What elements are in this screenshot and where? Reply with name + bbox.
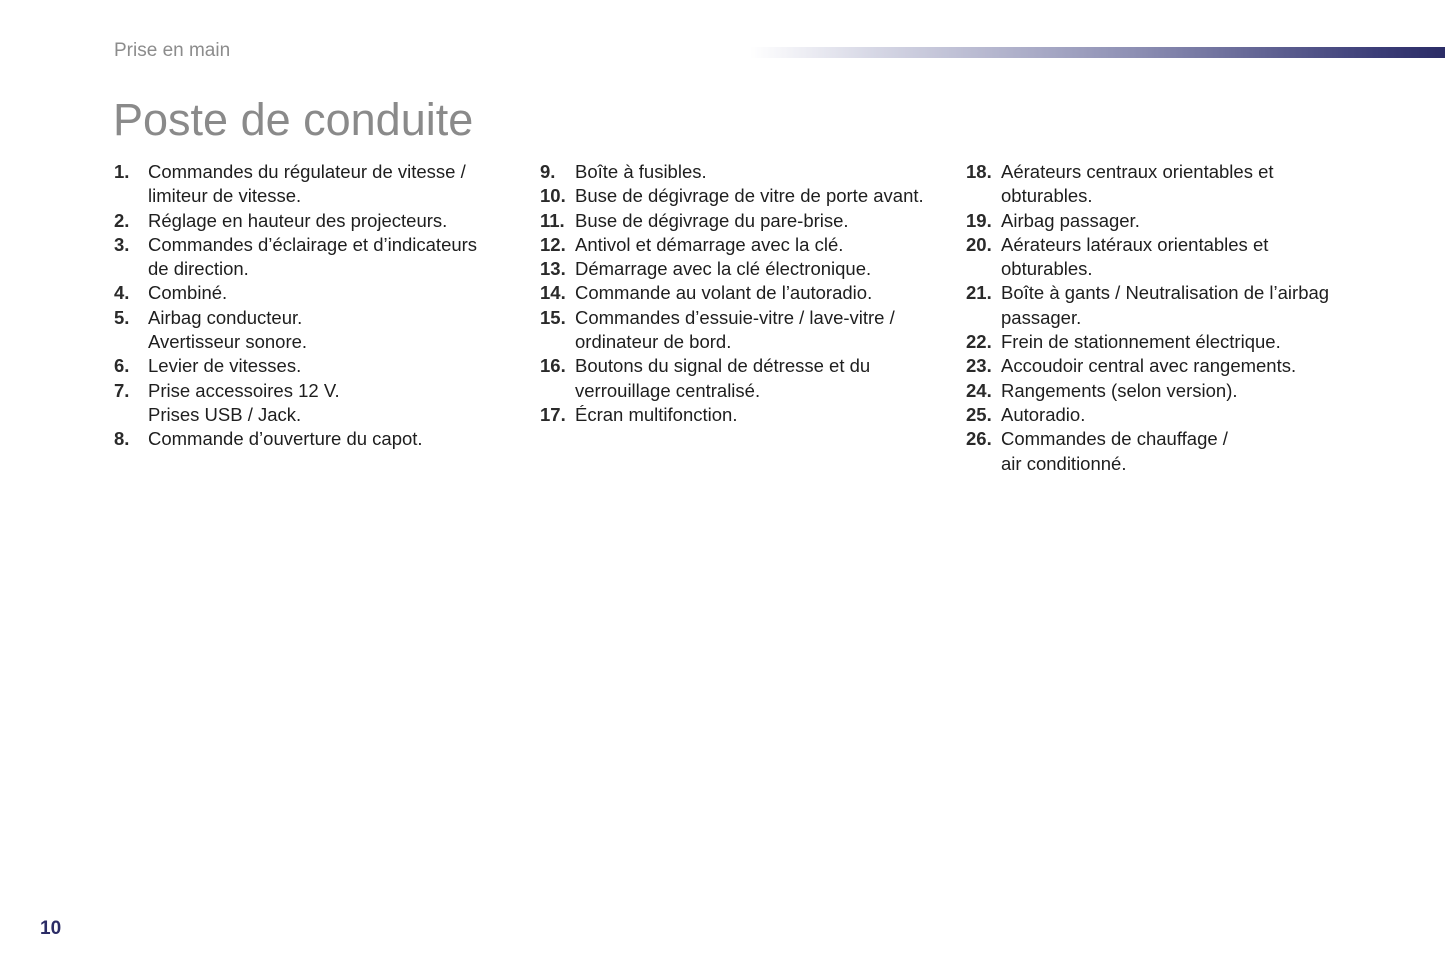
legend-number: 20.: [966, 233, 992, 255]
section-label: Prise en main: [114, 40, 231, 61]
page-title: Poste de conduite: [113, 94, 474, 145]
legend-number: 25.: [966, 403, 992, 425]
legend-column-3: [966, 160, 1366, 476]
legend-item: [540, 281, 950, 305]
legend-item: [966, 160, 1366, 209]
legend-text: Buse de dégivrage du pare-brise.: [575, 209, 849, 231]
legend-text: Airbag conducteur. Avertisseur sonore.: [148, 306, 308, 353]
legend-item: [540, 209, 950, 233]
legend-number: 18.: [966, 161, 992, 182]
legend-text: Rangements (selon version).: [1001, 379, 1238, 401]
legend-item: [540, 306, 950, 355]
legend-number: 21.: [966, 282, 992, 304]
legend-item: [114, 160, 514, 209]
legend-item: [966, 379, 1366, 403]
legend-text: Commandes du régulateur de vitesse / limiteur de vitesse.: [148, 161, 466, 207]
legend-column-1: [114, 160, 514, 452]
header-gradient-bar: [750, 47, 1445, 58]
legend-text: Combiné.: [148, 282, 228, 304]
legend-number: 13.: [540, 258, 566, 280]
legend-number: 9.: [540, 161, 556, 182]
legend-item: [966, 281, 1366, 330]
legend-item: [114, 281, 514, 305]
legend-number: 11.: [540, 209, 565, 231]
legend-item: [540, 257, 950, 281]
legend-text: Commande au volant de l’autoradio.: [575, 282, 873, 304]
legend-item: [540, 233, 950, 257]
legend-number: 15.: [540, 306, 566, 328]
legend-item: [966, 330, 1366, 354]
legend-text: Accoudoir central avec rangements.: [1001, 355, 1297, 377]
legend-number: 3.: [114, 233, 130, 255]
legend-item: [966, 233, 1366, 282]
legend-item: [540, 160, 950, 184]
legend-text: Boîte à gants / Neutralisation de l’airbag passager.: [1001, 282, 1330, 328]
legend-number: 22.: [966, 331, 992, 353]
legend-number: 24.: [966, 379, 992, 401]
legend-number: 19.: [966, 209, 992, 231]
legend-text: Commandes d’éclairage et d’indicateurs de direction.: [148, 233, 478, 280]
legend-text: Buse de dégivrage de vitre de porte avant.: [575, 185, 924, 207]
legend-item: [966, 354, 1366, 378]
legend-item: [114, 379, 514, 428]
legend-item: [540, 184, 950, 208]
legend-number: 6.: [114, 355, 130, 377]
legend-item: [114, 354, 514, 378]
legend-number: 14.: [540, 282, 566, 304]
legend-text: Boutons du signal de détresse et du verrouillage centralisé.: [575, 355, 871, 401]
legend-text: Prise accessoires 12 V. Prises USB / Jack.: [148, 379, 340, 425]
legend-text: Commandes de chauffage / air conditionné.: [1001, 428, 1228, 474]
legend-item: [114, 209, 514, 233]
legend-text: Démarrage avec la clé électronique.: [575, 258, 872, 280]
legend-text: Frein de stationnement électrique.: [1001, 331, 1281, 353]
legend-number: 10.: [540, 185, 566, 207]
legend-text: Aérateurs centraux orientables et obturables.: [1001, 161, 1274, 207]
legend-item: [540, 403, 950, 427]
legend-number: 5.: [114, 306, 130, 328]
page-number: 10: [40, 918, 62, 939]
legend-text: Commandes d’essuie-vitre / lave-vitre / ordinateur de bord.: [575, 306, 895, 353]
legend-number: 26.: [966, 428, 992, 450]
legend-text: Aérateurs latéraux orientables et obturables.: [1001, 233, 1269, 280]
legend-text: Antivol et démarrage avec la clé.: [575, 233, 844, 255]
legend-text: Airbag passager.: [1001, 209, 1140, 231]
legend-item: [540, 354, 950, 403]
legend-text: Réglage en hauteur des projecteurs.: [148, 209, 448, 231]
legend-item: [114, 427, 514, 451]
legend-number: 8.: [114, 428, 130, 450]
legend-number: 2.: [114, 209, 130, 231]
legend-item: [966, 427, 1366, 476]
legend-item: [966, 403, 1366, 427]
legend-number: 1.: [114, 161, 130, 182]
legend-number: 17.: [540, 403, 566, 425]
legend-item: [966, 209, 1366, 233]
legend-number: 23.: [966, 355, 992, 377]
legend-number: 12.: [540, 233, 566, 255]
legend-text: Levier de vitesses.: [148, 355, 302, 377]
legend-number: 7.: [114, 379, 130, 401]
legend-text: Écran multifonction.: [575, 403, 738, 425]
legend-text: Commande d’ouverture du capot.: [148, 428, 423, 450]
legend-text: Autoradio.: [1001, 403, 1086, 425]
legend-item: [114, 306, 514, 355]
legend-column-2: [540, 160, 950, 427]
legend-item: [114, 233, 514, 282]
legend-number: 4.: [114, 282, 130, 304]
legend-number: 16.: [540, 355, 566, 377]
legend-text: Boîte à fusibles.: [575, 161, 707, 182]
